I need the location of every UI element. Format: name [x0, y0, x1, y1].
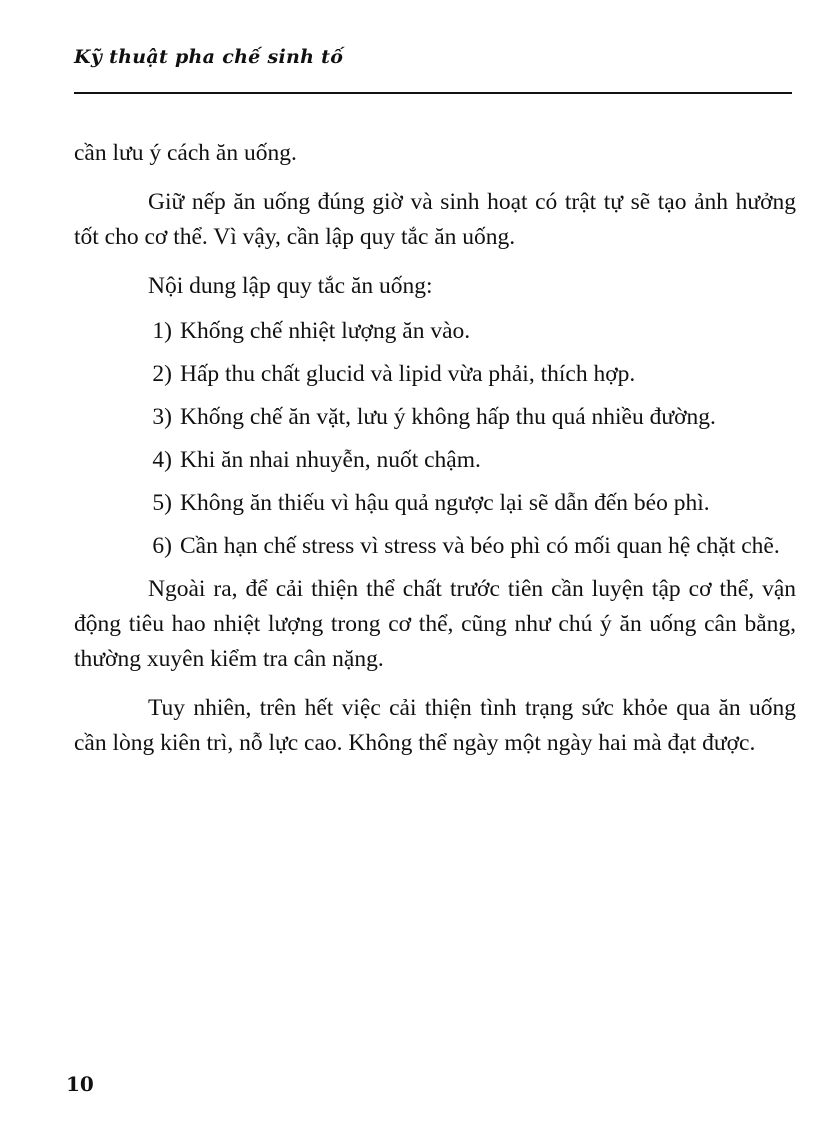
list-item: [74, 400, 796, 435]
paragraph-5: Tuy nhiên, trên hết việc cải thiện tình trạng sức khỏe qua ăn uống cần lòng kiên trì, nỗ lực cao. Không thể ngày một ngày hai mà đạt được.: [74, 695, 796, 756]
list-item: [74, 529, 796, 564]
list-item: [74, 314, 796, 349]
list-item: [74, 357, 796, 392]
list-item: [74, 486, 796, 521]
list-item: [74, 443, 796, 478]
page-number: 10: [66, 1072, 94, 1096]
list-item-text: Khống chế ăn vặt, lưu ý không hấp thu quá nhiều đường.: [180, 404, 716, 430]
list-item-number: 3): [152, 404, 172, 430]
paragraph-1: cần lưu ý cách ăn uống.: [74, 140, 297, 166]
paragraph-2: Giữ nếp ăn uống đúng giờ và sinh hoạt có trật tự sẽ tạo ảnh hưởng tốt cho cơ thể. Vì vậy, cần lập quy tắc ăn uống.: [74, 189, 796, 250]
running-header: Kỹ thuật pha chế sinh tố: [74, 46, 344, 68]
header-divider: [74, 92, 792, 94]
list-item-text: Khi ăn nhai nhuyễn, nuốt chậm.: [180, 447, 481, 473]
paragraph-3: Nội dung lập quy tắc ăn uống:: [148, 273, 433, 299]
list-item-number: 1): [152, 318, 172, 344]
list-item-text: Khống chế nhiệt lượng ăn vào.: [180, 318, 471, 344]
list-item-text: Hấp thu chất glucid và lipid vừa phải, thích hợp.: [180, 361, 636, 387]
page-body: [74, 136, 796, 761]
rules-list: [74, 314, 796, 564]
paragraph-4: Ngoài ra, để cải thiện thể chất trước tiên cần luyện tập cơ thể, vận động tiêu hao nhiệt lượng trong cơ thể, cũng như chú ý ăn uống cân bằng, thường xuyên kiểm tra cân nặng.: [74, 576, 796, 672]
list-item-number: 6): [152, 533, 172, 559]
list-item-number: 4): [152, 447, 172, 473]
list-item-text: Cần hạn chế stress vì stress và béo phì có mối quan hệ chặt chẽ.: [180, 533, 780, 559]
list-item-number: 2): [152, 361, 172, 387]
list-item-number: 5): [152, 490, 172, 516]
list-item-text: Không ăn thiếu vì hậu quả ngược lại sẽ dẫn đến béo phì.: [180, 490, 710, 516]
